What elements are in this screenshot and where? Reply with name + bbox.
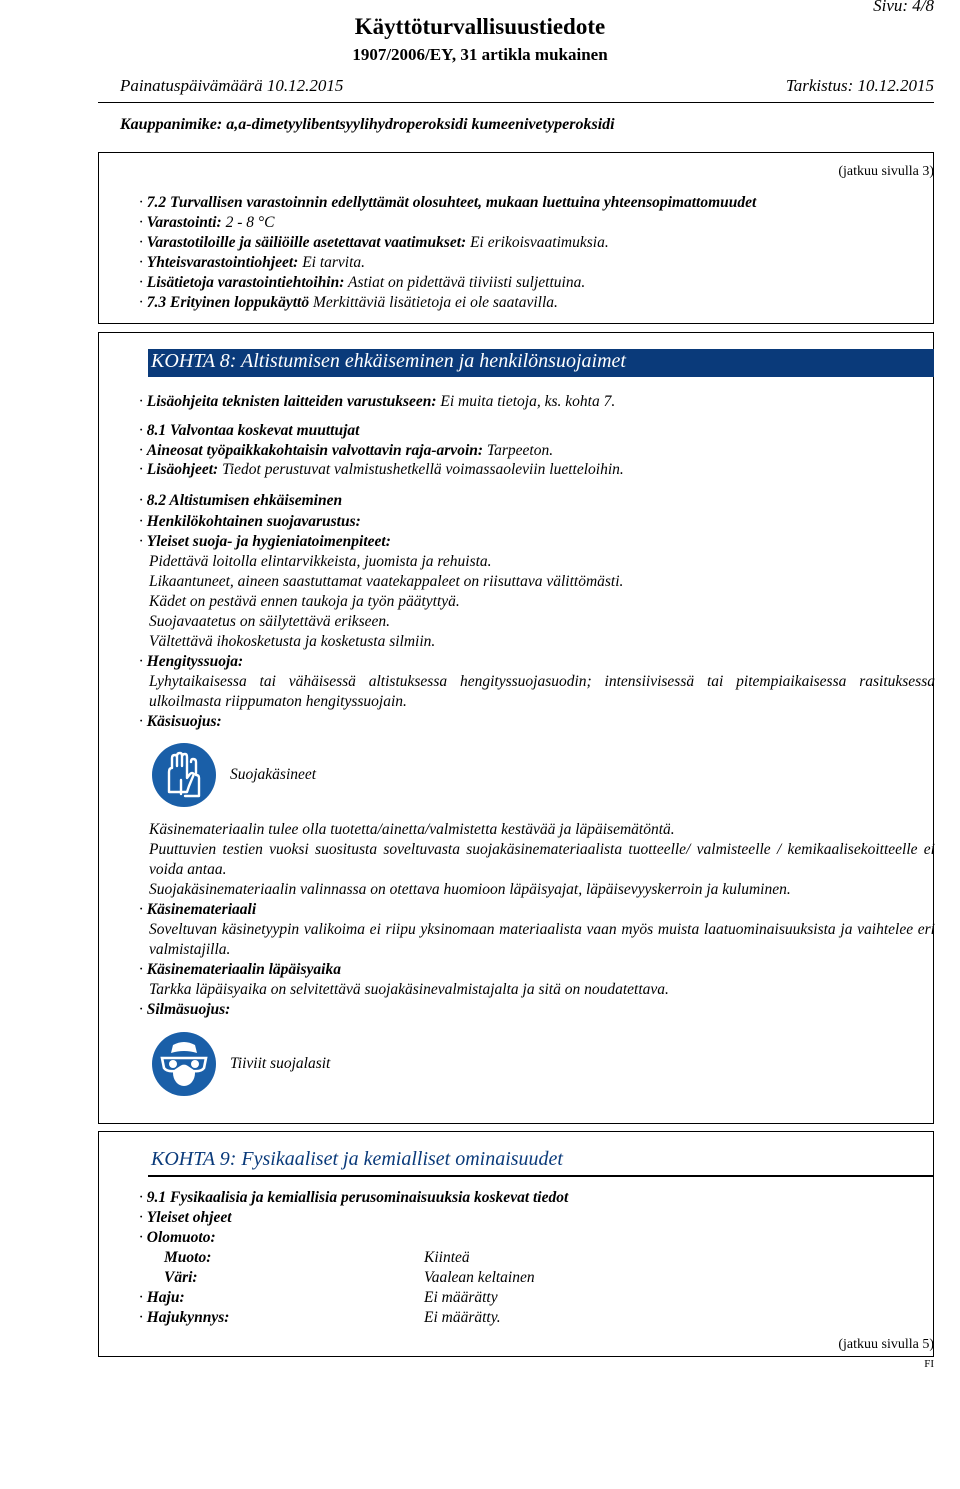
s8-line-2: · Aineosat työpaikkakohtaisin valvottavin raja-arvoin: Tarpeeton. xyxy=(139,442,554,459)
s8-heading-81: · 8.1 Valvontaa koskevat muuttujat xyxy=(139,422,360,439)
goggles-label: Tiiviit suojalasit xyxy=(230,1055,331,1072)
continued-to: (jatkuu sivulla 5) xyxy=(838,1337,934,1352)
penetration-text: Tarkka läpäisyaika on selvitettävä suojakäsinevalmistajalta ja sitä on noudatettava. xyxy=(149,981,669,998)
prop-key-color: Väri: xyxy=(164,1269,198,1286)
page-number: Sivu: 4/8 xyxy=(873,0,934,15)
general-info: · Yleiset ohjeet xyxy=(139,1209,232,1226)
eye-protection-heading: · Silmäsuojus: xyxy=(139,1001,231,1018)
s7-line-4: · Yhteisvarastointiohjeet: Ei tarvita. xyxy=(139,254,366,271)
prop-key-odour: · Haju: xyxy=(139,1289,185,1306)
s7-line-1: · 7.2 Turvallisen varastoinnin edellyttämät olosuhteet, mukaan luettuina yhteensopimattomuudet xyxy=(139,194,757,211)
language-code: FI xyxy=(924,1358,934,1370)
prop-key-threshold: · Hajukynnys: xyxy=(139,1309,230,1326)
hygiene-line-3: Kädet on pestävä ennen taukoja ja työn päätyttyä. xyxy=(149,593,460,610)
penetration-heading: · Käsinemateriaalin läpäisyaika xyxy=(139,961,341,978)
s8-line-3: · Lisäohjeet: Tiedot perustuvat valmistushetkellä voimassaoleviin luetteloihin. xyxy=(139,461,624,478)
ppe-heading: · Henkilökohtainen suojavarustus: xyxy=(139,513,361,530)
document-title: Käyttöturvallisuustiedote xyxy=(354,14,606,39)
hygiene-line-2: Likaantuneet, aineen saastuttamat vaatekappaleet on riisuttava välittömästi. xyxy=(149,573,624,590)
glove-line-1: Käsinemateriaalin tulee olla tuotetta/ainetta/valmistetta kestävää ja läpäisemätöntä. xyxy=(149,821,675,838)
glove-material-heading: · Käsinemateriaali xyxy=(139,901,257,918)
glove-line-2: Puuttuvien testien vuoksi suositusta soveltuvasta suojakäsinemateriaalista tuotteelle/ valmisteelle / kemikaalisekoitteelle ei voida antaa. xyxy=(149,841,935,878)
section-8-title: KOHTA 8: Altistumisen ehkäiseminen ja henkilönsuojaimet xyxy=(151,350,626,372)
s9-heading-91: · 9.1 Fysikaalisia ja kemiallisia perusominaisuuksia koskevat tiedot xyxy=(139,1189,569,1206)
hand-protection-heading: · Käsisuojus: xyxy=(139,713,222,730)
goggles-icon xyxy=(151,1031,217,1097)
document-subtitle: 1907/2006/EY, 31 artikla mukainen xyxy=(352,45,608,64)
prop-val-color: Vaalean keltainen xyxy=(424,1269,535,1286)
trade-name: Kauppanimike: a,a-dimetyylibentsyylihydroperoksidi kumeenivetyperoksidi xyxy=(120,116,615,133)
state-heading: · Olomuoto: xyxy=(139,1229,216,1246)
print-date: Painatuspäivämäärä 10.12.2015 xyxy=(120,76,344,95)
s7-line-2: · Varastointi: 2 - 8 °C xyxy=(139,214,275,231)
revision-date: Tarkistus: 10.12.2015 xyxy=(785,76,934,95)
glove-material-text: Soveltuvan käsinetyypin valikoima ei riipu yksinomaan materiaalista vaan myös muista laatuominaisuuksista ja vaihtelee eri valmistajilla. xyxy=(149,921,935,958)
hygiene-heading: · Yleiset suoja- ja hygieniatoimenpiteet: xyxy=(139,533,391,550)
gloves-icon xyxy=(151,742,217,808)
s7-line-6: · 7.3 Erityinen loppukäyttö Merkittäviä lisätietoja ei ole saatavilla. xyxy=(139,294,558,311)
s8-line-1: · Lisäohjeita teknisten laitteiden varustukseen: Ei muita tietoja, ks. kohta 7. xyxy=(139,393,616,410)
glove-line-3: Suojakäsinemateriaalin valinnassa on otettava huomioon läpäisyajat, läpäisevyyskerroin ja kuluminen. xyxy=(149,881,791,898)
hygiene-line-4: Suojavaatetus on säilytettävä erikseen. xyxy=(149,613,391,630)
hygiene-line-5: Vältettävä ihokosketusta ja kosketusta silmiin. xyxy=(149,633,436,650)
s8-heading-82: · 8.2 Altistumisen ehkäiseminen xyxy=(139,492,343,509)
gloves-label: Suojakäsineet xyxy=(230,766,317,783)
respiratory-text: Lyhytaikaisessa tai vähäisessä altistuksessa hengityssuojasuodin; intensiivisessä tai pitempiaikaisessa rasituksessa ulkoilmasta riippumaton hengityssuojain. xyxy=(149,673,935,710)
section-9-title: KOHTA 9: Fysikaaliset ja kemialliset ominaisuudet xyxy=(151,1148,563,1170)
prop-val-odour: Ei määrätty xyxy=(424,1289,498,1306)
prop-key-form: Muoto: xyxy=(164,1249,212,1266)
s7-line-5: · Lisätietoja varastointiehtoihin: Astiat on pidettävä tiiviisti suljettuina. xyxy=(139,274,586,291)
hygiene-line-1: Pidettävä loitolla elintarvikkeista, juomista ja rehuista. xyxy=(149,553,492,570)
continued-from: (jatkuu sivulla 3) xyxy=(838,164,934,179)
header-divider xyxy=(98,102,934,103)
prop-val-form: Kiinteä xyxy=(424,1249,470,1266)
respiratory-heading: · Hengityssuoja: xyxy=(139,653,244,670)
s7-line-3: · Varastotiloille ja säiliöille asetettavat vaatimukset: Ei erikoisvaatimuksia. xyxy=(139,234,609,251)
prop-val-threshold: Ei määrätty. xyxy=(424,1309,501,1326)
